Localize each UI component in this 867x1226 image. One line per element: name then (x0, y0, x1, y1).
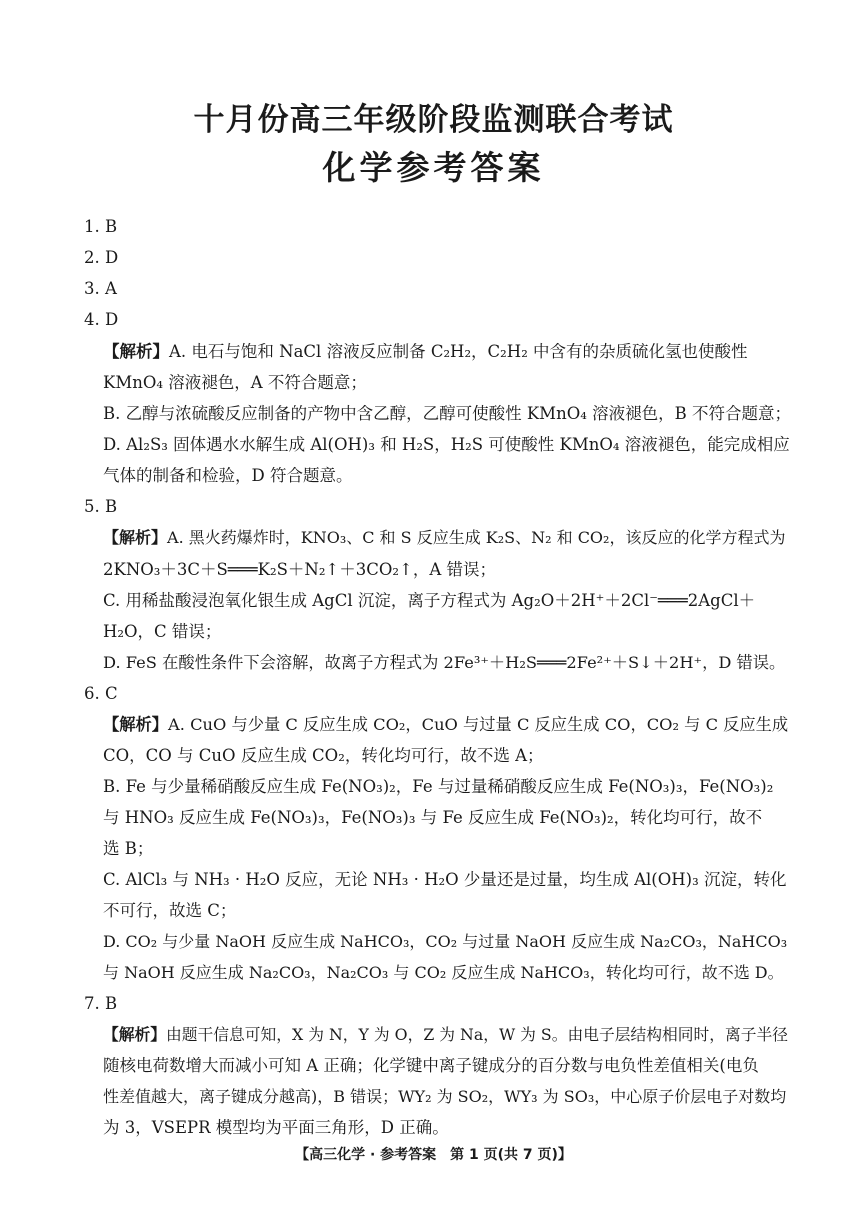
q6-analysis-line: C. AlCl₃ 与 NH₃ · H₂O 反应，无论 NH₃ · H₂O 少量还是过量，均生成 Al(OH)₃ 沉淀，转化 (103, 870, 787, 889)
answer-7: 7. B (84, 994, 118, 1013)
q5-analysis-line: C. 用稀盐酸浸泡氧化银生成 AgCl 沉淀，离子方程式为 Ag₂O＋2H⁺＋2Cl⁻═══2AgCl＋ (103, 591, 756, 610)
q4-analysis-line: D. Al₂S₃ 固体遇水水解生成 Al(OH)₃ 和 H₂S，H₂S 可使酸性 KMnO₄ 溶液褪色，能完成相应 (103, 435, 790, 454)
q4-analysis-line: KMnO₄ 溶液褪色，A 不符合题意； (103, 373, 367, 392)
q6-analysis-line: D. CO₂ 与少量 NaOH 反应生成 NaHCO₃，CO₂ 与过量 NaOH 反应生成 Na₂CO₃，NaHCO₃ (103, 932, 788, 951)
answer-1: 1. B (84, 217, 118, 236)
q6-analysis-line: 不可行，故选 C； (103, 901, 237, 920)
exam-title: 十月份高三年级阶段监测联合考试 (193, 102, 674, 138)
q4-analysis-line: 气体的制备和检验，D 符合题意。 (103, 466, 353, 485)
q5-analysis-line: 2KNO₃＋3C＋S═══K₂S＋N₂↑＋3CO₂↑，A 错误； (103, 560, 497, 579)
exam-subtitle: 化学参考答案 (322, 148, 545, 187)
q7-analysis-line: 性差值越大，离子键成分越高)，B 错误；WY₂ 为 SO₂，WY₃ 为 SO₃，中心原子价层电子对数均 (103, 1087, 787, 1106)
q6-analysis-line: B. Fe 与少量稀硝酸反应生成 Fe(NO₃)₂，Fe 与过量稀硝酸反应生成 Fe(NO₃)₃，Fe(NO₃)₂ (103, 777, 774, 796)
analysis-label: 【解析】 (103, 715, 168, 734)
analysis-label: 【解析】 (103, 1025, 166, 1044)
q5-analysis-line: H₂O，C 错误； (103, 622, 222, 641)
answer-6: 6. C (84, 684, 118, 703)
q6-analysis-line: 与 NaOH 反应生成 Na₂CO₃，Na₂CO₃ 与 CO₂ 反应生成 NaHCO₃，转化均可行，故不选 D。 (103, 963, 784, 982)
q7-analysis-line: 为 3，VSEPR 模型均为平面三角形，D 正确。 (103, 1118, 449, 1137)
answer-4: 4. D (84, 310, 119, 329)
q5-analysis-line: 【解析】A. 黑火药爆炸时，KNO₃、C 和 S 反应生成 K₂S、N₂ 和 CO₂，该反应的化学方程式为 (103, 528, 786, 547)
q4-analysis-line: B. 乙醇与浓硫酸反应制备的产物中含乙醇，乙醇可使酸性 KMnO₄ 溶液褪色，B 不符合题意； (103, 404, 791, 423)
q5-analysis-line: D. FeS 在酸性条件下会溶解，故离子方程式为 2Fe³⁺＋H₂S═══2Fe²⁺＋S↓＋2H⁺，D 错误。 (103, 653, 786, 672)
q6-analysis-line: 与 HNO₃ 反应生成 Fe(NO₃)₃，Fe(NO₃)₃ 与 Fe 反应生成 Fe(NO₃)₂，转化均可行，故不 (103, 808, 763, 827)
analysis-label: 【解析】 (103, 342, 169, 361)
q6-analysis-line: 【解析】A. CuO 与少量 C 反应生成 CO₂，CuO 与过量 C 反应生成 CO，CO₂ 与 C 反应生成 (103, 715, 789, 734)
q7-analysis-line: 【解析】由题干信息可知，X 为 N，Y 为 O，Z 为 Na，W 为 S。由电子层结构相同时，离子半径 (103, 1025, 788, 1044)
q6-analysis-line: 选 B； (103, 839, 154, 858)
q4-analysis-line: 【解析】A. 电石与饱和 NaCl 溶液反应制备 C₂H₂，C₂H₂ 中含有的杂质硫化氢也使酸性 (103, 342, 748, 361)
answer-2: 2. D (84, 248, 119, 267)
answer-3: 3. A (84, 279, 117, 298)
q7-analysis-line: 随核电荷数增大而减小可知 A 正确；化学键中离子键成分的百分数与电负性差值相关(电负 (103, 1056, 759, 1075)
page-footer: 【高三化学 · 参考答案 第 1 页(共 7 页)】 (295, 1147, 572, 1163)
analysis-label: 【解析】 (103, 528, 168, 547)
q6-analysis-line: CO，CO 与 CuO 反应生成 CO₂，转化均可行，故不选 A； (103, 746, 544, 765)
answer-5: 5. B (84, 497, 118, 516)
